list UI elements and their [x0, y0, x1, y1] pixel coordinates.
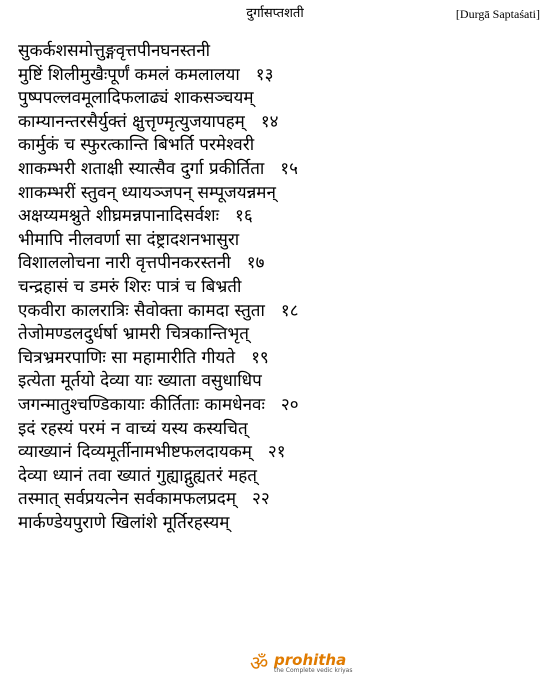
- verse-number: १७: [246, 253, 265, 274]
- verse-line: [18, 111, 538, 135]
- verse-line: [18, 347, 538, 371]
- verse-number: १५: [280, 158, 298, 179]
- verse-number: १३: [255, 64, 274, 85]
- verse-text: मार्कण्डेयपुराणे खिलांशे मूर्तिरहस्यम्: [18, 512, 230, 533]
- verse-number: १६: [235, 206, 253, 227]
- verse-line: [18, 300, 538, 324]
- verse-line: [18, 229, 538, 253]
- verse-text: शाकम्भरी शताक्षी स्यात्सैव दुर्गा प्रकीर्तिता: [18, 158, 265, 179]
- verse-number: २०: [280, 394, 299, 415]
- verse-text: तस्मात् सर्वप्रयत्नेन सर्वकामफलप्रदम्: [18, 489, 237, 510]
- verse-text: विशाललोचना नारी वृत्तपीनकरस्तनी: [18, 253, 231, 274]
- brand-tagline: the Complete vedic kriyas: [274, 667, 353, 674]
- verse-text: सुकर्कशसमोत्तुङ्गवृत्तपीनघनस्तनी: [18, 41, 211, 61]
- verse-line: [18, 441, 538, 465]
- verse-text: शाकम्भरीं स्तुवन् ध्यायञ्जपन् सम्पूजयन्नमन्: [18, 182, 276, 203]
- verse-line: [18, 370, 538, 394]
- verse-text: पुष्पपल्लवमूलादिफलाढ्यं शाकसञ्चयम्: [18, 88, 254, 109]
- verse-text: इदं रहस्यं परमं न वाच्यं यस्य कस्यचित्: [18, 418, 248, 439]
- verse-text: चन्द्रहासं च डमरुं शिरः पात्रं च बिभ्रती: [18, 276, 242, 297]
- verse-text: चित्रभ्रमरपाणिः सा महामारीति गीयते: [18, 347, 236, 368]
- verse-text: व्याख्यानं दिव्यमूर्तीनामभीष्टफलदायकम्: [18, 442, 252, 463]
- verse-text: देव्या ध्यानं तवा ख्यातं गुह्याद्गुह्यतरं महत्: [18, 465, 257, 486]
- brand-name: prohitha: [274, 651, 347, 669]
- verse-text: कार्मुकं च स्फुरत्कान्ति बिभर्ति परमेश्वरी: [18, 135, 255, 156]
- verse-line: [18, 205, 538, 229]
- verse-number: २२: [252, 489, 270, 510]
- verse-text: जगन्मातुश्चण्डिकायाः कीर्तिताः कामधेनवः: [18, 394, 265, 415]
- verse-text: इत्येता मूर्तयो देव्या याः ख्याता वसुधाधिप: [18, 371, 262, 392]
- verse-text: भीमापि नीलवर्णा सा दंष्ट्रादशनभासुरा: [18, 229, 240, 250]
- verse-number: १८: [280, 300, 299, 321]
- verse-line: [18, 158, 538, 182]
- verse-text: अक्षय्यमश्नुते शीघ्रमन्नपानादिसर्वशः: [18, 206, 220, 227]
- verse-number: १९: [251, 347, 269, 368]
- verse-text: एकवीरा कालरात्रिः सैवोक्ता कामदा स्तुता: [18, 300, 265, 321]
- verse-line: [18, 276, 538, 300]
- verse-line: [18, 323, 538, 347]
- verse-line: [18, 418, 538, 442]
- verse-text: तेजोमण्डलदुर्धर्षा भ्रामरी चित्रकान्तिभृत्: [18, 324, 249, 345]
- verse-line: [18, 488, 538, 512]
- page-title: दुर्गासप्तशती: [246, 6, 304, 21]
- verse-line: [18, 40, 538, 64]
- verse-number: १४: [260, 111, 279, 132]
- om-icon: ॐ: [250, 651, 269, 675]
- verse-line: [18, 182, 538, 206]
- page-title-roman: [Durgā Saptaśati]: [455, 7, 540, 21]
- verse-number: २१: [267, 442, 286, 463]
- verse-line: [18, 465, 538, 489]
- verse-line: [18, 252, 538, 276]
- verse-line: [18, 512, 538, 536]
- verse-line: [18, 394, 538, 418]
- footer-logo: [250, 652, 360, 678]
- verse-text: मुष्टिं शिलीमुखैःपूर्णं कमलं कमलालया: [18, 64, 240, 85]
- verse-text: काम्यानन्तरसैर्युक्तं क्षुत्तृण्मृत्युजयापहम्: [18, 111, 245, 132]
- verse-line: [18, 134, 538, 158]
- verse-line: [18, 64, 538, 88]
- verse-line: [18, 87, 538, 111]
- verse-list: [18, 40, 538, 535]
